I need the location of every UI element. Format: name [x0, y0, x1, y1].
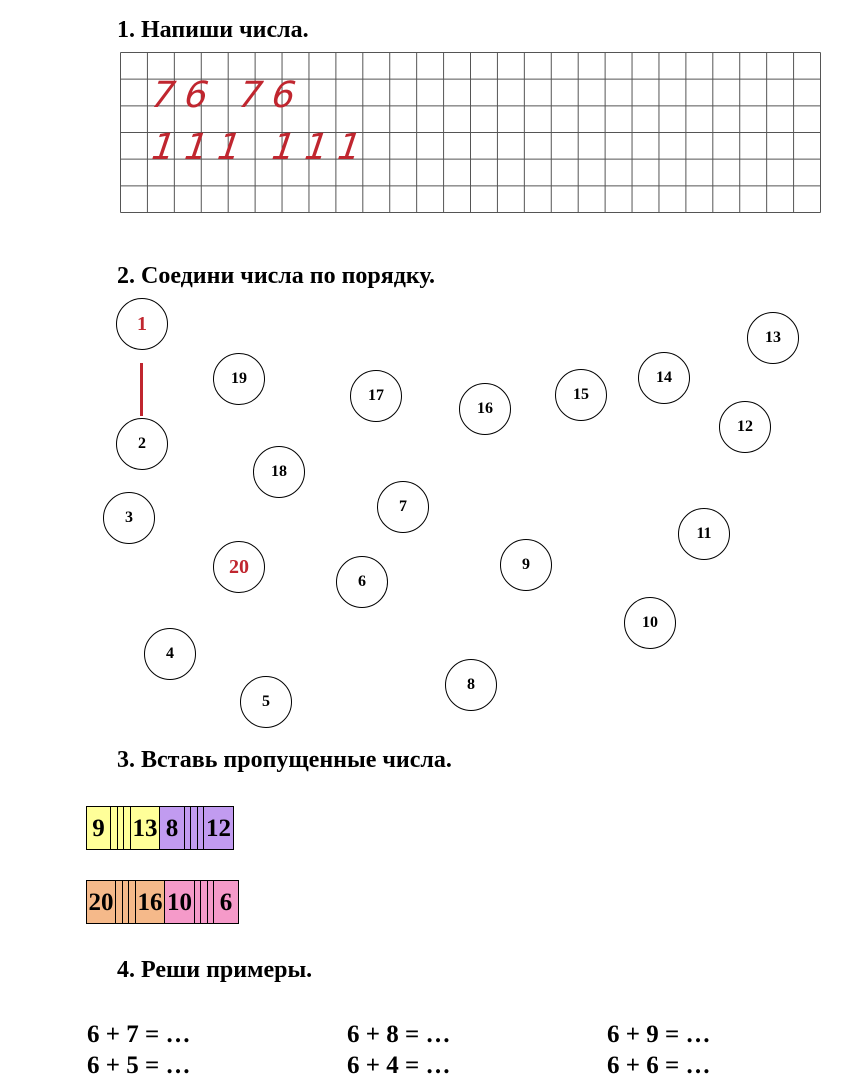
dot-8[interactable]: 8: [445, 659, 497, 711]
dot-4[interactable]: 4: [144, 628, 196, 680]
dot-19[interactable]: 19: [213, 353, 265, 405]
dot-11[interactable]: 11: [678, 508, 730, 560]
dot-9[interactable]: 9: [500, 539, 552, 591]
sequence-number: 9: [86, 806, 112, 850]
task-3-heading: 3. Вставь пропущенные числа.: [117, 747, 452, 773]
example-6-plus-7: 6 + 7 = …: [87, 1021, 191, 1048]
handwritten-sample-1: 76 76: [149, 75, 309, 116]
sequence-number: 8: [159, 806, 185, 850]
task-1-heading: 1. Напиши числа.: [117, 17, 309, 43]
dot-18[interactable]: 18: [253, 446, 305, 498]
example-6-plus-8: 6 + 8 = …: [347, 1021, 451, 1048]
sequence-number: 13: [130, 806, 161, 850]
connector-line-1-2: [140, 363, 143, 416]
dot-3[interactable]: 3: [103, 492, 155, 544]
dot-6[interactable]: 6: [336, 556, 388, 608]
sequence-number: 12: [203, 806, 234, 850]
sequence-number: 16: [135, 880, 166, 924]
sequence-number: 6: [213, 880, 239, 924]
sequence-number: 20: [86, 880, 117, 924]
task-4-heading: 4. Реши примеры.: [117, 957, 313, 983]
example-6-plus-5: 6 + 5 = …: [87, 1052, 191, 1079]
dot-20[interactable]: 20: [213, 541, 265, 593]
dot-13[interactable]: 13: [747, 312, 799, 364]
dot-15[interactable]: 15: [555, 369, 607, 421]
sequence-number: 10: [164, 880, 195, 924]
dot-14[interactable]: 14: [638, 352, 690, 404]
example-6-plus-6: 6 + 6 = …: [607, 1052, 711, 1079]
dot-2[interactable]: 2: [116, 418, 168, 470]
number-sequence-row-1: [87, 806, 234, 850]
dot-17[interactable]: 17: [350, 370, 402, 422]
dot-12[interactable]: 12: [719, 401, 771, 453]
number-sequence-row-2: [87, 880, 239, 924]
dot-1[interactable]: 1: [116, 298, 168, 350]
dot-16[interactable]: 16: [459, 383, 511, 435]
example-6-plus-4: 6 + 4 = …: [347, 1052, 451, 1079]
example-6-plus-9: 6 + 9 = …: [607, 1021, 711, 1048]
handwritten-sample-2: 111 111: [149, 127, 374, 168]
dot-10[interactable]: 10: [624, 597, 676, 649]
task-2-heading: 2. Соедини числа по порядку.: [117, 263, 435, 289]
dot-5[interactable]: 5: [240, 676, 292, 728]
dot-7[interactable]: 7: [377, 481, 429, 533]
